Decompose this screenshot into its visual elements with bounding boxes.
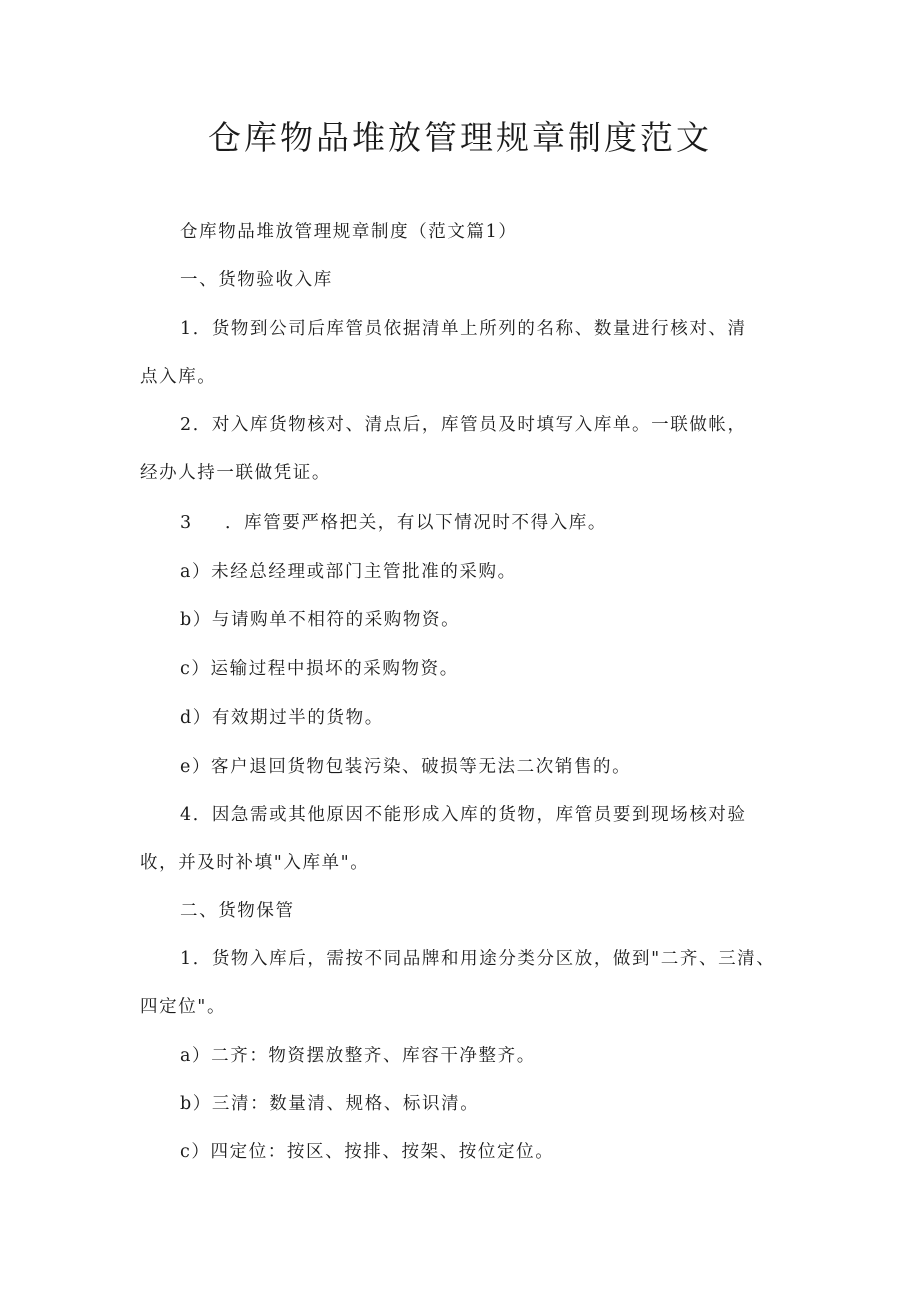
item-3-text: ．库管要严格把关，有以下情况时不得入库。 bbox=[225, 513, 607, 533]
item-3-a: a）未经总经理或部门主管批准的采购。 bbox=[180, 562, 517, 582]
s2-item-1-a: a）二齐：物资摆放整齐、库容干净整齐。 bbox=[180, 1046, 536, 1066]
item-3-e: e）客户退回货物包装污染、破损等无法二次销售的。 bbox=[180, 757, 632, 777]
item-1-line-2: 点入库。 bbox=[140, 367, 217, 387]
document-subtitle: 仓库物品堆放管理规章制度（范文篇1） bbox=[180, 222, 518, 242]
item-4-line-1: 4．因急需或其他原因不能形成入库的货物，库管员要到现场核对验 bbox=[180, 805, 747, 825]
item-3 bbox=[180, 499, 607, 547]
item-3-c: c）运输过程中损坏的采购物资。 bbox=[180, 659, 459, 679]
item-2-line-1: 2．对入库货物核对、清点后，库管员及时填写入库单。一联做帐， bbox=[180, 415, 747, 435]
item-3-b: b）与请购单不相符的采购物资。 bbox=[180, 610, 461, 630]
item-4-line-2: 收，并及时补填"入库单"。 bbox=[140, 853, 370, 873]
section-heading-1: 一、货物验收入库 bbox=[180, 270, 333, 290]
item-2-line-2: 经办人持一联做凭证。 bbox=[140, 463, 331, 483]
page-title: 仓库物品堆放管理规章制度范文 bbox=[208, 118, 712, 157]
item-1-line-1: 1．货物到公司后库管员依据清单上所列的名称、数量进行核对、清 bbox=[180, 319, 747, 339]
s2-item-1-b: b）三清：数量清、规格、标识清。 bbox=[180, 1094, 480, 1114]
section-heading-2: 二、货物保管 bbox=[180, 901, 295, 921]
s2-item-1-line-1: 1．货物入库后，需按不同品牌和用途分类分区放，做到"二齐、三清、 bbox=[180, 949, 776, 969]
item-3-d: d）有效期过半的货物。 bbox=[180, 708, 384, 728]
s2-item-1-line-2: 四定位"。 bbox=[140, 997, 227, 1017]
s2-item-1-c: c）四定位：按区、按排、按架、按位定位。 bbox=[180, 1142, 555, 1162]
item-3-number: 3 bbox=[180, 513, 193, 533]
